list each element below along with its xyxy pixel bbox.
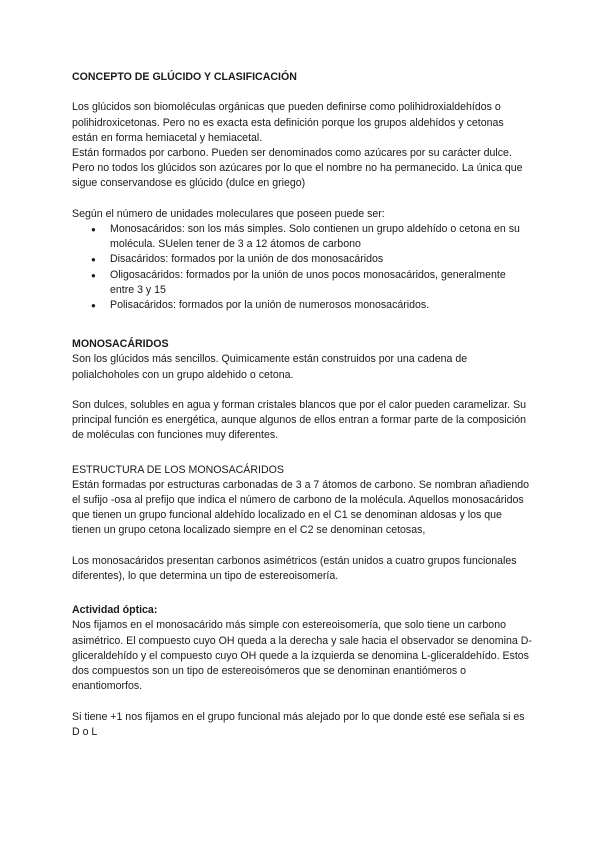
list-item: ● Disacáridos: formados por la unión de dos monosacáridos: [110, 252, 532, 267]
estructura-paragraph-2: Los monosacáridos presentan carbonos asimétricos (están unidos a cuatro grupos funcionales diferentes), lo que determina un tipo de estereoisomería.: [72, 554, 517, 583]
estructura-paragraph-1: Están formadas por estructuras carbonadas de 3 a 7 átomos de carbono. Se nombran añadiendo el sufijo -osa al prefijo que indica el número de carbono de la molécula. Aquellos monosacáridos que tienen un grupo funcional aldehído localizado en el C1 se denominan aldosas y los que tienen un grupo cetona localizado siempre en el C2 se denominan cetosas,: [72, 478, 529, 537]
intro-paragraph-2: Están formados por carbono. Pueden ser denominados como azúcares por su carácter dulce. Pero no todos los glúcidos son azúcares por lo que el nombre no ha permanecido. La única que sigue conservandose es glúcido (dulce en griego): [72, 147, 523, 190]
document-body: [72, 70, 532, 740]
actividad-paragraph-2: Si tiene +1 nos fijamos en el grupo funcional más alejado por lo que donde esté ese señala si es D o L: [72, 710, 525, 738]
classification-lead: Según el número de unidades moleculares que poseen puede ser:: [72, 207, 385, 220]
classification-list: [72, 222, 532, 313]
actividad-paragraph-1: Nos fijamos en el monosacárido más simple con estereoisomería, que solo tiene un carbono asimétrico. El compuesto cuyo OH queda a la derecha y sale hacia el observador se denomina D-gliceraldehído y el compuesto cuyo OH quede a la izquierda se denomina L-gliceraldehído. Estos dos compuestos son un tipo de estereoisómeros que se denominan enantiómeros o enantiomorfos.: [72, 619, 532, 693]
monosacaridos-paragraph-2: Son dulces, solubles en agua y forman cristales blancos que por el calor pueden caramelizar. Su principal función es energética, aunque algunos de ellos entran a formar parte de la composición de moléculas con funciones muy diferentes.: [72, 399, 527, 442]
section-heading-monosacaridos: MONOSACÁRIDOS: [72, 338, 169, 351]
list-item: ● Oligosacáridos: formados por la unión de unos pocos monosacáridos, generalmente entre 3 y 15: [110, 268, 532, 298]
monosacaridos-paragraph-1: Son los glúcidos más sencillos. Quimicamente están construidos por una cadena de polialchoholes con un grupo aldehido o cetona.: [72, 353, 468, 381]
list-item: ● Monosacáridos: son los más simples. Solo contienen un grupo aldehído o cetona en su molécula. SUelen tener de 3 a 12 átomos de carbono: [110, 222, 532, 252]
list-item: ● Polisacáridos: formados por la unión de numerosos monosacáridos.: [110, 298, 532, 313]
page-title: CONCEPTO DE GLÚCIDO Y CLASIFICACIÓN: [72, 71, 297, 83]
intro-paragraph-1: Los glúcidos son biomoléculas orgánicas que pueden definirse como polihidroxialdehídos o polihidroxicetonas. Pero no es exacta esta definición porque los grupos aldehídos y cetonas están en forma hemiacetal y hemiacetal.: [72, 101, 504, 144]
section-heading-estructura: ESTRUCTURA DE LOS MONOSACÁRIDOS: [72, 463, 284, 476]
section-heading-actividad: Actividad óptica:: [72, 604, 158, 617]
